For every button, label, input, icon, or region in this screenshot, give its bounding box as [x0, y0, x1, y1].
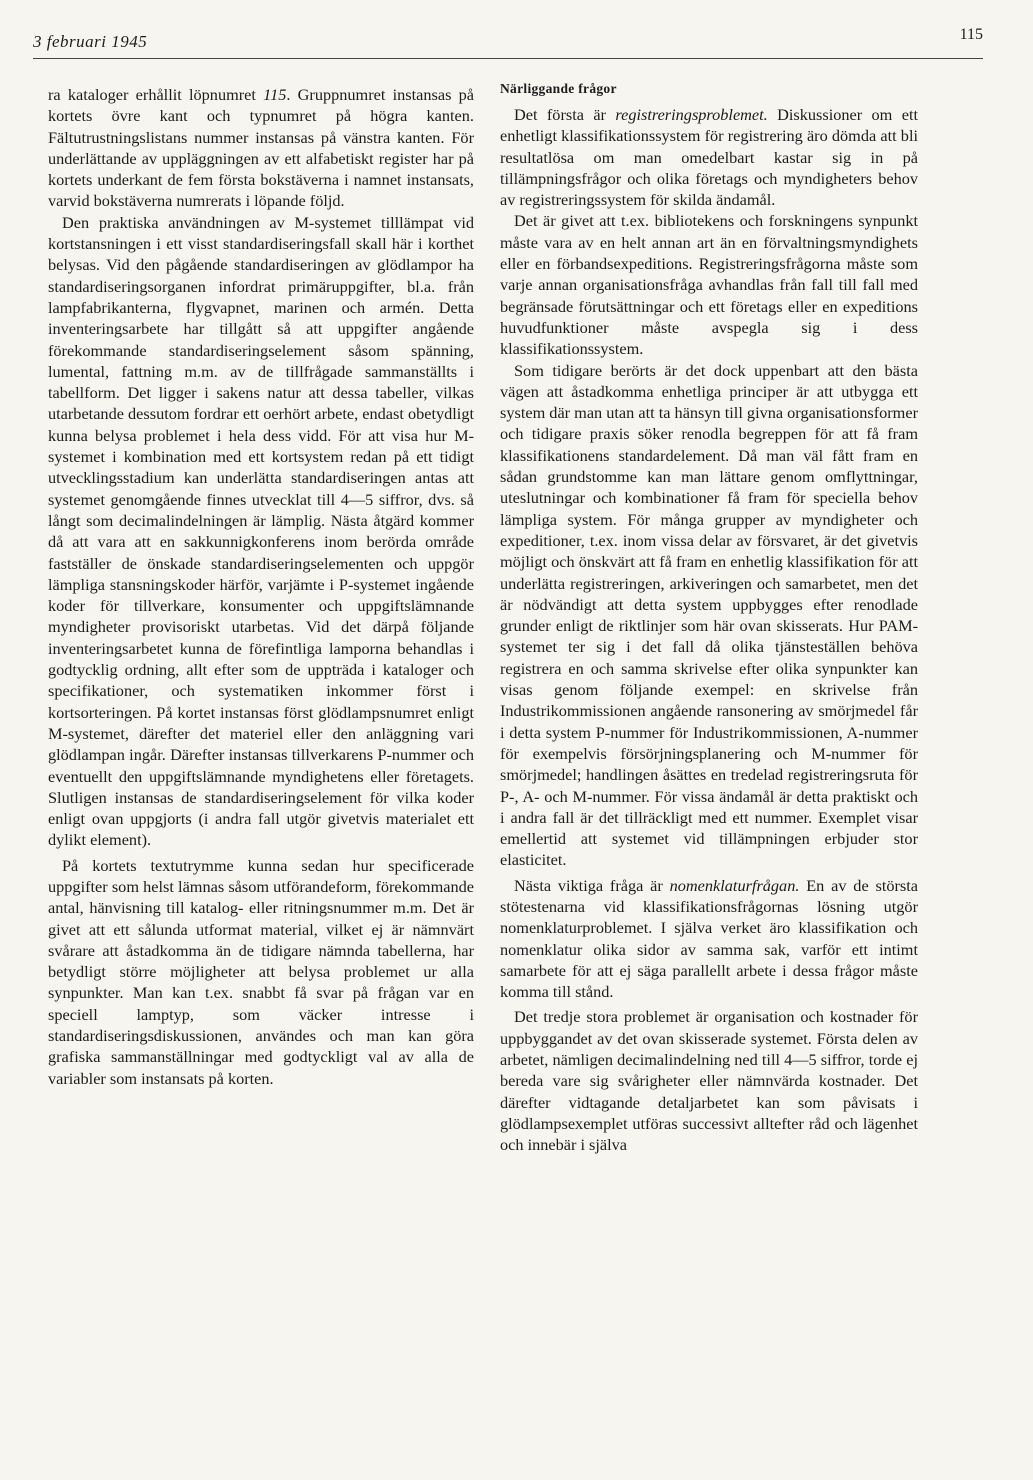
paragraph: Som tidigare berörts är det dock uppenbart att den bästa vägen att åstadkomma enhetliga principer är att utbygga ett system där man utan att ta hänsyn till givna organisationsformer och tidigare praxis söker renodla begreppen för att få fram klassifikationens standardelement. Då man väl fått fram en sådan grundstomme kan man lättare genom omflyttningar, uteslutningar och kombinationer få fram för speciella behov lämpliga system. För många grupper av myndigheter och expeditioner, t.ex. inom vissa delar av försvaret, är det givetvis möjligt och önskvärt att få fram en enhetlig klassifikation för att underlätta registreringen, arkiveringen och samarbetet, men det är nödvändigt att detta system uppbygges efter renodlade grunder enligt de riktlinjer som här ovan skisserats. Hur PAM-systemet ter sig i det fall då olika tjänsteställen behöva registrera en och samma skrivelse efter olika synpunkter kan visas genom följande exempel: en skrivelse från Industrikommissionen angående ransonering av smörjmedel får i detta system P-nummer för Industrikommissionen, A-nummer för exempelvis försörjningsplanering och M-nummer för smörjmedel; handlingen åsättes en tredelad registreringsruta för P-, A- och M-nummer. För vissa ändamål är detta praktiskt och i andra fall är det tillräckligt med ett nummer. Exemplet visar emellertid att systemet vid tillämpningen erbjuder stor elasticitet.	[500, 360, 918, 870]
text-run: En av de största stötestenarna vid klassifikationsfrågornas lösning utgör nomenklaturproblemet. I själva verket äro klassifikation och nomenklatur olika sidor av samma sak, varför ett intimt samarbete för att ej säga parallellt arbete i dessa frågor måste komma till stånd.	[500, 875, 918, 1002]
paragraph: Det tredje stora problemet är organisation och kostnader för uppbyggandet av det ovan skisserade systemet. Första delen av arbetet, nämligen decimalindelning ned till 4—5 siffror, torde ej bereda vare sig svårigheter eller nämnvärda kostnader. Det därefter vidtagande detaljarbetet kan som påvisats i glödlampsexemplet utföras successivt alltefter råd och lägenhet och innebär i själva	[500, 1007, 918, 1155]
left-column	[48, 84, 474, 1089]
page-header	[33, 26, 983, 59]
catalog-number: 115	[263, 85, 287, 104]
emphasized-term: registreringsproblemet.	[615, 105, 768, 124]
text-run: Nästa viktiga fråga är	[514, 875, 670, 895]
paragraph: På kortets textutrymme kunna sedan hur specificerade uppgifter som helst lämnas såsom utförandeform, förekommande antal, hänvisning till katalog- eller ritningsnummer m.m. Det är givet att ett sålunda utformat material, vilket ej är nämnvärt svårare att åstadkomma än de tidigare nämnda tabellerna, har betydligt större möjligheter att belysa problemet ur alla synpunkter. Man kan t.ex. snabbt få svar på frågan var en speciell lamptyp, som väcker intresse i standardiseringsdiskussionen, användes och man kan göra grafiska sammanställningar med godtyckligt val av alla de variabler som instansats på korten.	[48, 855, 474, 1088]
text-run: Det första är	[514, 105, 616, 124]
text-run: ra kataloger erhållit löpnumret	[48, 85, 264, 104]
page-number: 115	[959, 26, 983, 43]
text-run: . Gruppnumret instansas på kortets övre kant och typnumret på högra kanten. Fältutrustningslistans nummer instansas på vänstra kanten. För underlättande av uppläggningen av ett alfabetiskt register har på kortets underkant de fem första bokstäverna i namnet instansats, varvid bokstäverna numrerats i löpande följd.	[48, 85, 474, 211]
paragraph	[500, 104, 918, 210]
paragraph	[500, 875, 918, 1003]
section-heading: Närliggande frågor	[500, 81, 617, 96]
paragraph: Den praktiska användningen av M-systemet tilllämpat vid kortstansningen i ett visst standardiseringsfall skall här i korthet belysas. Vid den pågående standardiseringen av glödlampor ha standardiseringsorganen infordrat primäruppgifter, bl.a. från lampfabrikanterna, flygvapnet, marinen och armén. Detta inventeringsarbete har tillgått så att uppgifter angående förekommande standardiseringselement såsom spänning, lumental, fattning m.m. av de tillfrågade sammanställts i tabellform. Det ligger i sakens natur att dessa tabeller, vilkas utarbetande dessutom fordrar ett oerhört arbete, endast obetydligt kunna belysa problemet i hela dess vidd. För att visa hur M-systemet i kombination med ett kortsystem redan på ett tidigt utvecklingsstadium kan underlätta standardiseringen antas att systemet genomgående finnes utvecklat till 4—5 siffror, dvs. så långt som decimalindelningen är lämplig. Nästa åtgärd kommer då att vara att en sakkunnigkonferens inom berörda område fastställer de önskade standardiseringselementen och uppgör lämpliga stansningskoder härför, varjämte i P-systemet ingående koder för tillverkare, konsumenter och uppgiftslämnande myndigheter provisoriskt utarbetas. Vid det därpå följande inventeringsarbetet kunna de förefintliga lamporna behandlas i godtycklig ordning, allt efter som de uppträda i kataloger och specifikationer, och systematiken inkommer först i kortsorteringen. På kortet instansas först glödlampsnumret enligt M-systemet, därefter det materiel eller den anläggning vari glödlampan ingår. Därefter instansas tillverkarens P-nummer och eventuellt den uppgiftslämnande myndighetens eller företagets. Slutligen instansas de standardiseringselement för vilka koder enligt ovan uppgjorts (i andra fall utgör givetvis materialet ett dylikt element).	[48, 212, 474, 850]
right-column	[500, 80, 918, 1156]
paragraph	[48, 84, 474, 212]
paragraph: Det är givet att t.ex. bibliotekens och forskningens synpunkt måste vara av en helt annan art än en förvaltningsmyndighets eller en förbandsexpeditions. Registreringsfrågorna måste som varje annan organisationsfråga avhandlas från fall till fall med begränsade förutsättningar och ett företags eller en expeditions huvudfunktioner måste avspegla sig i dess klassifikationssystem.	[500, 211, 918, 359]
emphasized-term: nomenklaturfrågan.	[669, 875, 800, 895]
issue-date: 3 februari 1945	[33, 32, 148, 51]
text-run: Diskussioner om ett enhetligt klassifikationssystem för registrering äro dömda att bli resultatlösa om man omedelbart kastar sig in på tillämpningsfrågor och olika företags och myndigheters behov av registreringssystem för skilda ändamål.	[500, 105, 918, 210]
